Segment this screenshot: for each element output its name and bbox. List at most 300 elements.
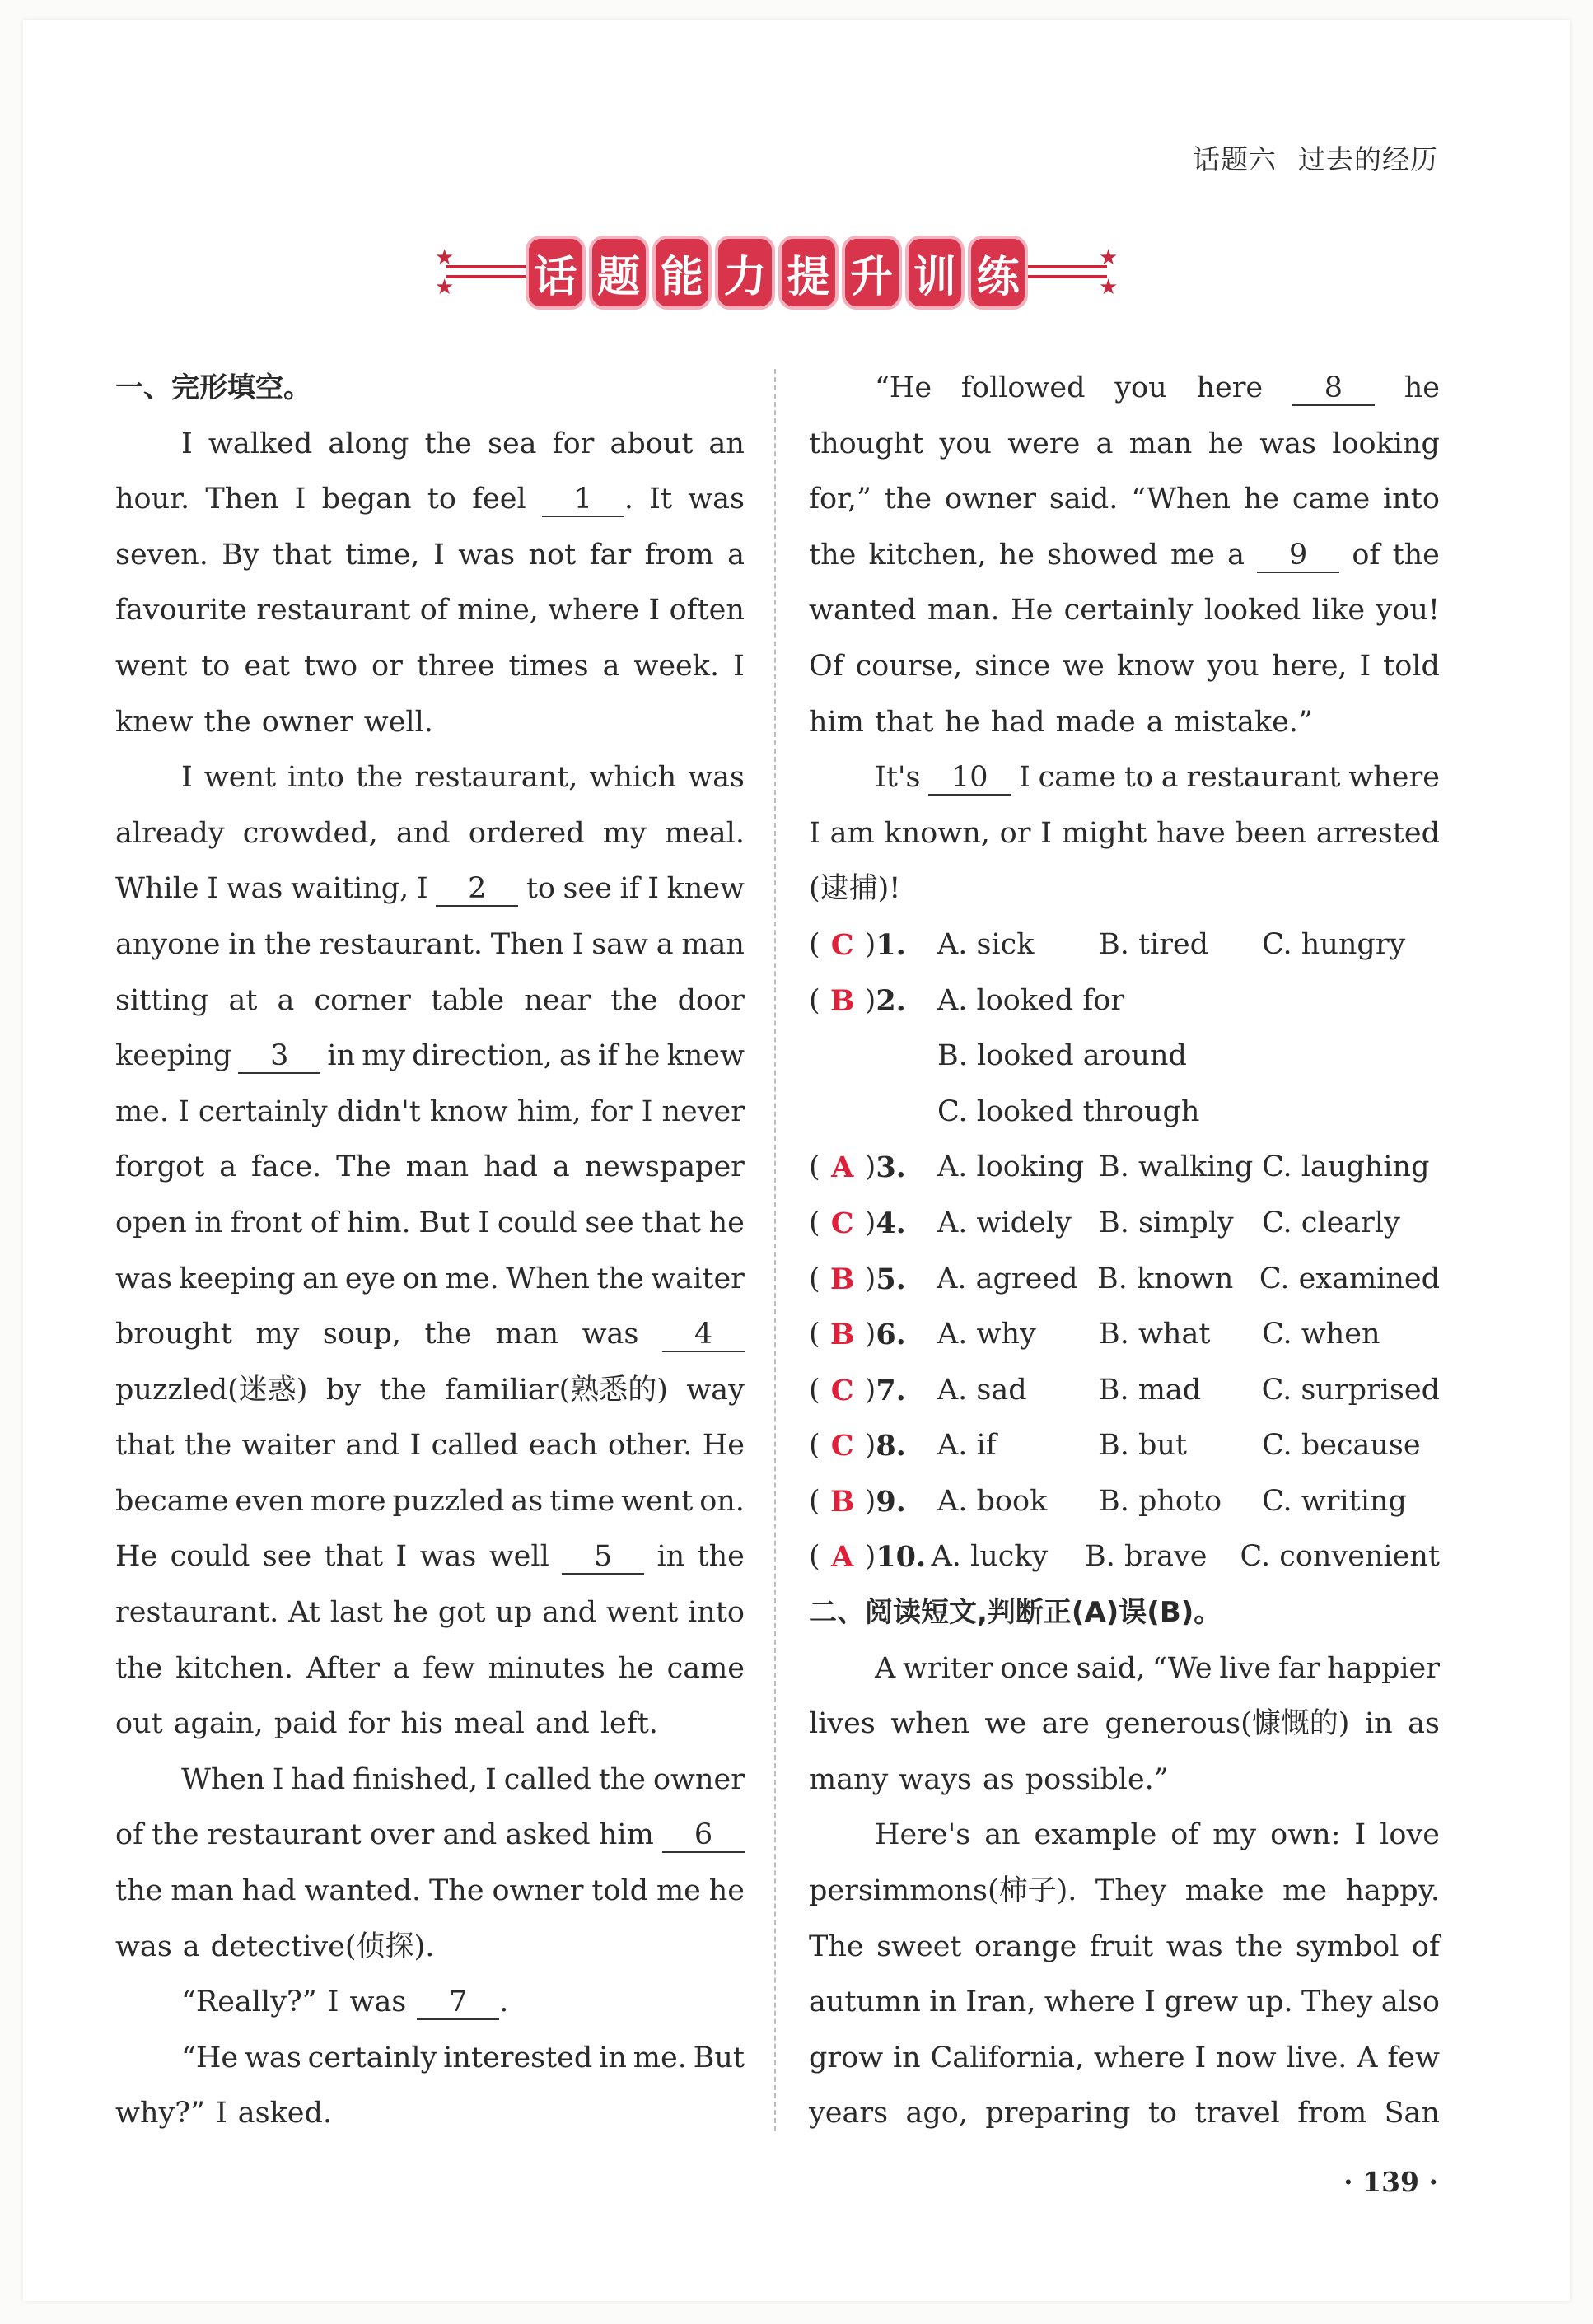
word: said,: [1076, 1651, 1146, 1685]
word: into: [688, 1596, 745, 1630]
word: seven.: [115, 538, 208, 572]
word: had: [241, 1874, 297, 1908]
question-row: [809, 1307, 1440, 1363]
word: They: [1095, 1874, 1167, 1908]
word: few: [1387, 2041, 1440, 2074]
answer-mark: A: [831, 1150, 854, 1185]
word: I: [207, 872, 219, 906]
option-b: [1099, 973, 1262, 1029]
word: time,: [345, 538, 420, 572]
text-line: [115, 1252, 745, 1308]
word: never: [661, 1094, 745, 1128]
text-line: [115, 1864, 745, 1920]
word: been: [1235, 816, 1307, 850]
word: a: [552, 1150, 570, 1184]
word: said.: [1049, 483, 1119, 516]
blank-word: [662, 1307, 745, 1363]
word: was: [349, 1986, 407, 2019]
word: that: [642, 1206, 701, 1239]
word: arrested: [1315, 816, 1440, 850]
option-a: A. sick: [937, 927, 1035, 961]
option-b: B. tired: [1099, 927, 1209, 961]
word: grow: [809, 2041, 884, 2074]
word: eye: [344, 1262, 396, 1295]
word: love: [1380, 1818, 1440, 1852]
word: as: [511, 1484, 544, 1518]
running-head: [1193, 138, 1438, 177]
word: wanted: [809, 594, 917, 628]
word: him,: [516, 1094, 582, 1128]
word: and: [542, 1596, 596, 1630]
section-banner: [435, 236, 1119, 310]
word: near: [524, 983, 591, 1017]
word: a: [219, 1150, 237, 1184]
word: front: [230, 1206, 303, 1239]
word: my: [602, 816, 647, 850]
word: “He: [875, 371, 932, 404]
word: He: [702, 1429, 745, 1463]
word: the: [809, 538, 857, 572]
word: me.: [633, 2041, 687, 2074]
text-line: [809, 1808, 1440, 1864]
word: where: [1093, 2041, 1185, 2074]
word: I: [1019, 761, 1030, 795]
close-paren: ): [864, 1318, 876, 1351]
word: mistake.”: [1174, 705, 1313, 739]
word: I: [572, 927, 584, 961]
word: I: [485, 1762, 497, 1796]
word: up.: [1246, 1986, 1293, 2019]
option-a: A. looking: [937, 1150, 1085, 1184]
word: well: [488, 1540, 549, 1574]
word: a: [182, 1930, 200, 1963]
text-line: [809, 1975, 1440, 2031]
word: travel: [1194, 2097, 1280, 2130]
word: other.: [607, 1429, 693, 1463]
word: once: [1000, 1651, 1069, 1685]
word: from: [1297, 2097, 1367, 2130]
word: times: [508, 649, 589, 683]
word: him: [598, 1818, 654, 1852]
word: which: [589, 761, 677, 795]
word: orange: [974, 1930, 1077, 1963]
word: in: [929, 1986, 957, 2019]
word: was: [115, 1930, 172, 1963]
option-a: A. book: [937, 1484, 1048, 1518]
word: of: [1352, 538, 1380, 572]
open-paren: (: [809, 983, 820, 1017]
option-c: C. clearly: [1262, 1206, 1400, 1239]
word: waiter: [241, 1429, 336, 1463]
word: far: [1278, 1651, 1320, 1685]
answer-mark: B: [829, 1318, 855, 1352]
word: feel: [472, 483, 526, 516]
option-a: A. lucky: [931, 1540, 1049, 1574]
blank-1: 1: [542, 483, 624, 517]
text-line: [809, 472, 1440, 528]
word: owner: [492, 1874, 584, 1908]
word: where: [1348, 761, 1440, 795]
text-line: [115, 1752, 745, 1808]
star-icon: ★: [435, 245, 455, 270]
answer-mark: C: [830, 1206, 854, 1240]
word: made: [1055, 705, 1136, 739]
word: was: [1166, 1930, 1223, 1963]
word: was: [688, 761, 745, 795]
text-line: [809, 417, 1440, 473]
option-continued: C. looked through: [937, 1094, 1200, 1128]
word: example: [1034, 1818, 1157, 1852]
word: that: [874, 705, 934, 739]
word: California,: [930, 2041, 1085, 2074]
close-paren: ): [864, 1484, 876, 1518]
word: of: [310, 1206, 339, 1239]
option-c: C. laughing: [1262, 1150, 1430, 1184]
word: happier: [1327, 1651, 1440, 1685]
text-line: [115, 1529, 745, 1585]
banner-title: [526, 236, 1028, 310]
word: out: [115, 1707, 163, 1741]
word: since: [974, 649, 1051, 683]
word: I: [1359, 649, 1371, 683]
word: few: [423, 1651, 475, 1685]
word: I: [327, 1986, 339, 2019]
word: But: [693, 2041, 745, 2074]
word: might: [1061, 816, 1147, 850]
word: time: [549, 1484, 615, 1518]
word: an: [984, 1818, 1021, 1852]
text-line: [809, 1920, 1440, 1976]
word: asked.: [237, 2097, 333, 2130]
word: he: [1208, 427, 1244, 460]
word: along: [328, 427, 409, 460]
open-paren: (: [809, 1150, 820, 1184]
question-number: 8.: [876, 1429, 906, 1463]
word: have: [1156, 816, 1226, 850]
word: in: [892, 2041, 921, 2074]
option-a: A. if: [937, 1429, 997, 1463]
word: you: [939, 427, 992, 460]
word: to: [526, 872, 555, 906]
word: Then: [205, 483, 279, 516]
word: by: [325, 1373, 362, 1407]
option-b: B. but: [1099, 1429, 1187, 1463]
word: hour.: [115, 483, 190, 516]
text-line: [115, 583, 745, 639]
word: make: [1184, 1874, 1264, 1908]
word: I: [1144, 1986, 1156, 2019]
word: It: [649, 483, 673, 516]
word: mine,: [457, 594, 539, 628]
word: certainly: [307, 2041, 437, 2074]
word: knew: [115, 705, 194, 739]
word: sweet: [876, 1930, 962, 1963]
running-head-title: 过去的经历: [1298, 143, 1438, 175]
banner-char-tile: 话: [526, 236, 586, 310]
star-icon: ★: [1099, 245, 1119, 270]
text-line: [115, 1307, 745, 1363]
word: When: [506, 1262, 591, 1295]
word: he: [618, 1651, 654, 1685]
answer-bracket: [809, 1140, 937, 1196]
word: him: [809, 705, 864, 739]
word: He: [115, 1540, 158, 1574]
banner-rule-right: [1025, 265, 1107, 268]
text-line: [115, 639, 745, 695]
text-line: [115, 1029, 745, 1085]
word: fruit: [1089, 1930, 1154, 1963]
word: ways: [899, 1762, 972, 1796]
answer-bracket: [809, 1418, 937, 1474]
option-a: A. why: [937, 1318, 1036, 1351]
text-line: [115, 1920, 745, 1976]
answer-bracket: [809, 973, 937, 1029]
word: man.: [927, 594, 1000, 628]
text-line: [115, 1085, 745, 1141]
word: the: [379, 1373, 427, 1407]
word: for,”: [809, 483, 871, 516]
banner-rule-left: [446, 265, 529, 268]
text-line: [809, 1864, 1440, 1920]
word: The: [809, 1930, 864, 1963]
word: certainly: [198, 1094, 328, 1128]
text-line: [115, 417, 745, 473]
word: that: [324, 1540, 384, 1574]
word: man: [495, 1318, 559, 1351]
word: in: [194, 1206, 223, 1239]
word: to: [427, 483, 456, 516]
word: face.: [250, 1150, 322, 1184]
word: began: [321, 483, 412, 516]
word: was: [458, 538, 516, 572]
word: He: [1011, 594, 1053, 628]
text-line: [115, 1808, 745, 1864]
question-row: [809, 973, 1440, 1029]
word: the: [1236, 1930, 1283, 1963]
word: I: [294, 483, 306, 516]
close-paren: ): [864, 1206, 876, 1239]
word: When: [181, 1762, 265, 1796]
text-line: [115, 1696, 745, 1752]
blank-word: [1292, 361, 1375, 417]
word: anyone: [115, 927, 221, 961]
close-paren: ): [864, 1540, 876, 1574]
word: door: [677, 983, 745, 1017]
option-continued: B. looked around: [937, 1039, 1187, 1073]
word: a: [1161, 761, 1179, 795]
word: lives: [809, 1707, 876, 1741]
option-c: C. examined: [1259, 1262, 1440, 1295]
text-line: [809, 861, 1440, 917]
word: It's: [875, 761, 921, 795]
word: we: [1063, 649, 1105, 683]
question-number: 7.: [876, 1373, 906, 1407]
word: sea: [487, 427, 537, 460]
word: see: [563, 872, 612, 906]
blank-word: 1 .: [542, 472, 633, 528]
word: man: [1128, 427, 1193, 460]
word: him.: [346, 1206, 411, 1239]
blank-word: [436, 861, 518, 917]
running-head-topic: 话题六: [1193, 143, 1277, 175]
word: of: [1170, 1818, 1199, 1852]
word: I: [478, 1206, 490, 1239]
word: you!: [1376, 594, 1440, 628]
question-row: [809, 1418, 1440, 1474]
word: was: [419, 1540, 477, 1574]
word: restaurant: [207, 1818, 362, 1852]
word: I: [416, 872, 428, 906]
word: restaurant,: [414, 761, 578, 795]
word: interested: [443, 2041, 593, 2074]
option-b: B. known: [1096, 1262, 1234, 1295]
word: the: [596, 1262, 644, 1295]
text-line: [115, 1641, 745, 1697]
word: am: [829, 816, 875, 850]
word: I: [733, 649, 745, 683]
word: a: [602, 649, 620, 683]
word: he: [944, 705, 980, 739]
question-row: [809, 1474, 1440, 1530]
question-number: 5.: [876, 1262, 906, 1296]
word: happy.: [1345, 1874, 1440, 1908]
word: here: [1196, 371, 1264, 404]
answer-mark: C: [830, 1373, 854, 1407]
word: you: [1207, 649, 1259, 683]
word: owner: [652, 1762, 745, 1796]
banner-char-tile: 练: [968, 236, 1028, 310]
word: could: [497, 1206, 577, 1239]
question-row: [809, 1140, 1440, 1196]
word: man: [171, 1874, 234, 1908]
word: of: [419, 594, 448, 628]
question-number: 4.: [876, 1206, 906, 1240]
word: A: [1357, 2041, 1378, 2074]
question-number: 10.: [876, 1540, 927, 1575]
word: I: [648, 594, 661, 628]
word: They: [1301, 1986, 1373, 2019]
word: to: [1124, 761, 1153, 795]
word: know: [429, 1094, 508, 1128]
banner-char-tile: 升: [842, 236, 902, 310]
word: and: [345, 1429, 400, 1463]
word: were: [1007, 427, 1081, 460]
question-row: [809, 1196, 1440, 1252]
word: was: [1259, 427, 1316, 460]
word: and: [442, 1818, 498, 1852]
word: followed: [960, 371, 1086, 404]
question-row: [809, 1252, 1440, 1308]
word: looked: [1203, 594, 1301, 628]
text-line: [809, 361, 1440, 417]
text-line: [115, 1363, 745, 1419]
word: my: [1212, 1818, 1257, 1852]
blank-word: [562, 1529, 644, 1585]
word: newspaper: [584, 1150, 745, 1184]
word: that: [115, 1429, 175, 1463]
blank-8: 8: [1292, 371, 1375, 406]
text-line: [115, 1585, 745, 1641]
word: At: [288, 1596, 320, 1630]
option-a: A. widely: [937, 1206, 1072, 1239]
word: restaurant: [1186, 761, 1341, 795]
word: was: [582, 1318, 639, 1351]
word: open: [115, 1206, 187, 1239]
word: paid: [273, 1707, 338, 1741]
word: I: [1354, 1818, 1366, 1852]
word: again,: [173, 1707, 264, 1741]
word: By: [222, 538, 259, 572]
word: left.: [600, 1707, 658, 1741]
word: like: [1311, 594, 1366, 628]
word: he: [1404, 371, 1440, 404]
word: had: [990, 705, 1045, 739]
text-line: [809, 583, 1440, 639]
answer-mark: B: [829, 1262, 855, 1296]
word: kitchen,: [868, 538, 987, 572]
word: generous(慷慨的): [1105, 1707, 1350, 1741]
question-number: 6.: [876, 1318, 906, 1352]
word: ago,: [905, 2097, 968, 2130]
word: I: [432, 538, 445, 572]
word: my: [362, 1039, 406, 1073]
word: the: [884, 483, 932, 516]
word: had: [291, 1762, 346, 1796]
close-paren: ): [864, 1262, 876, 1295]
word: for: [552, 427, 595, 460]
word: a: [1146, 705, 1164, 739]
word: own:: [1270, 1818, 1341, 1852]
text-line: [115, 861, 745, 917]
option-b: B. mad: [1098, 1373, 1202, 1407]
text-line: [115, 806, 745, 862]
open-paren: (: [809, 1262, 820, 1295]
option-c: C. when: [1262, 1318, 1380, 1351]
word: a: [1095, 427, 1114, 460]
word: a: [392, 1651, 410, 1685]
text-line: [115, 750, 745, 806]
word: went: [203, 761, 277, 795]
word: me: [1170, 538, 1215, 572]
word: I: [181, 761, 193, 795]
text-line: [115, 528, 745, 584]
word: the: [152, 1818, 199, 1852]
answer-mark: B: [829, 983, 855, 1018]
text-line: [809, 2086, 1440, 2142]
word: persimmons(柿子).: [809, 1874, 1077, 1908]
text-line: [115, 1140, 745, 1196]
banner-rule-right-2: [1025, 275, 1107, 278]
word: told: [591, 1874, 649, 1908]
word: of: [1411, 1930, 1440, 1963]
close-paren: ): [864, 1150, 876, 1184]
word: the: [203, 705, 251, 739]
word: or: [371, 649, 403, 683]
word: went: [621, 1484, 694, 1518]
word: certainly: [1063, 594, 1194, 628]
word: of: [115, 1818, 144, 1852]
text-line: [115, 1975, 745, 2031]
word: Iran,: [965, 1986, 1036, 2019]
word: ordered: [468, 816, 585, 850]
word: to: [1147, 2097, 1177, 2130]
word: the: [424, 1318, 472, 1351]
open-paren: (: [809, 1373, 820, 1407]
blank-6: 6: [662, 1818, 745, 1853]
word: The: [336, 1150, 391, 1184]
word: a: [656, 927, 674, 961]
question-number: 9.: [876, 1484, 906, 1519]
